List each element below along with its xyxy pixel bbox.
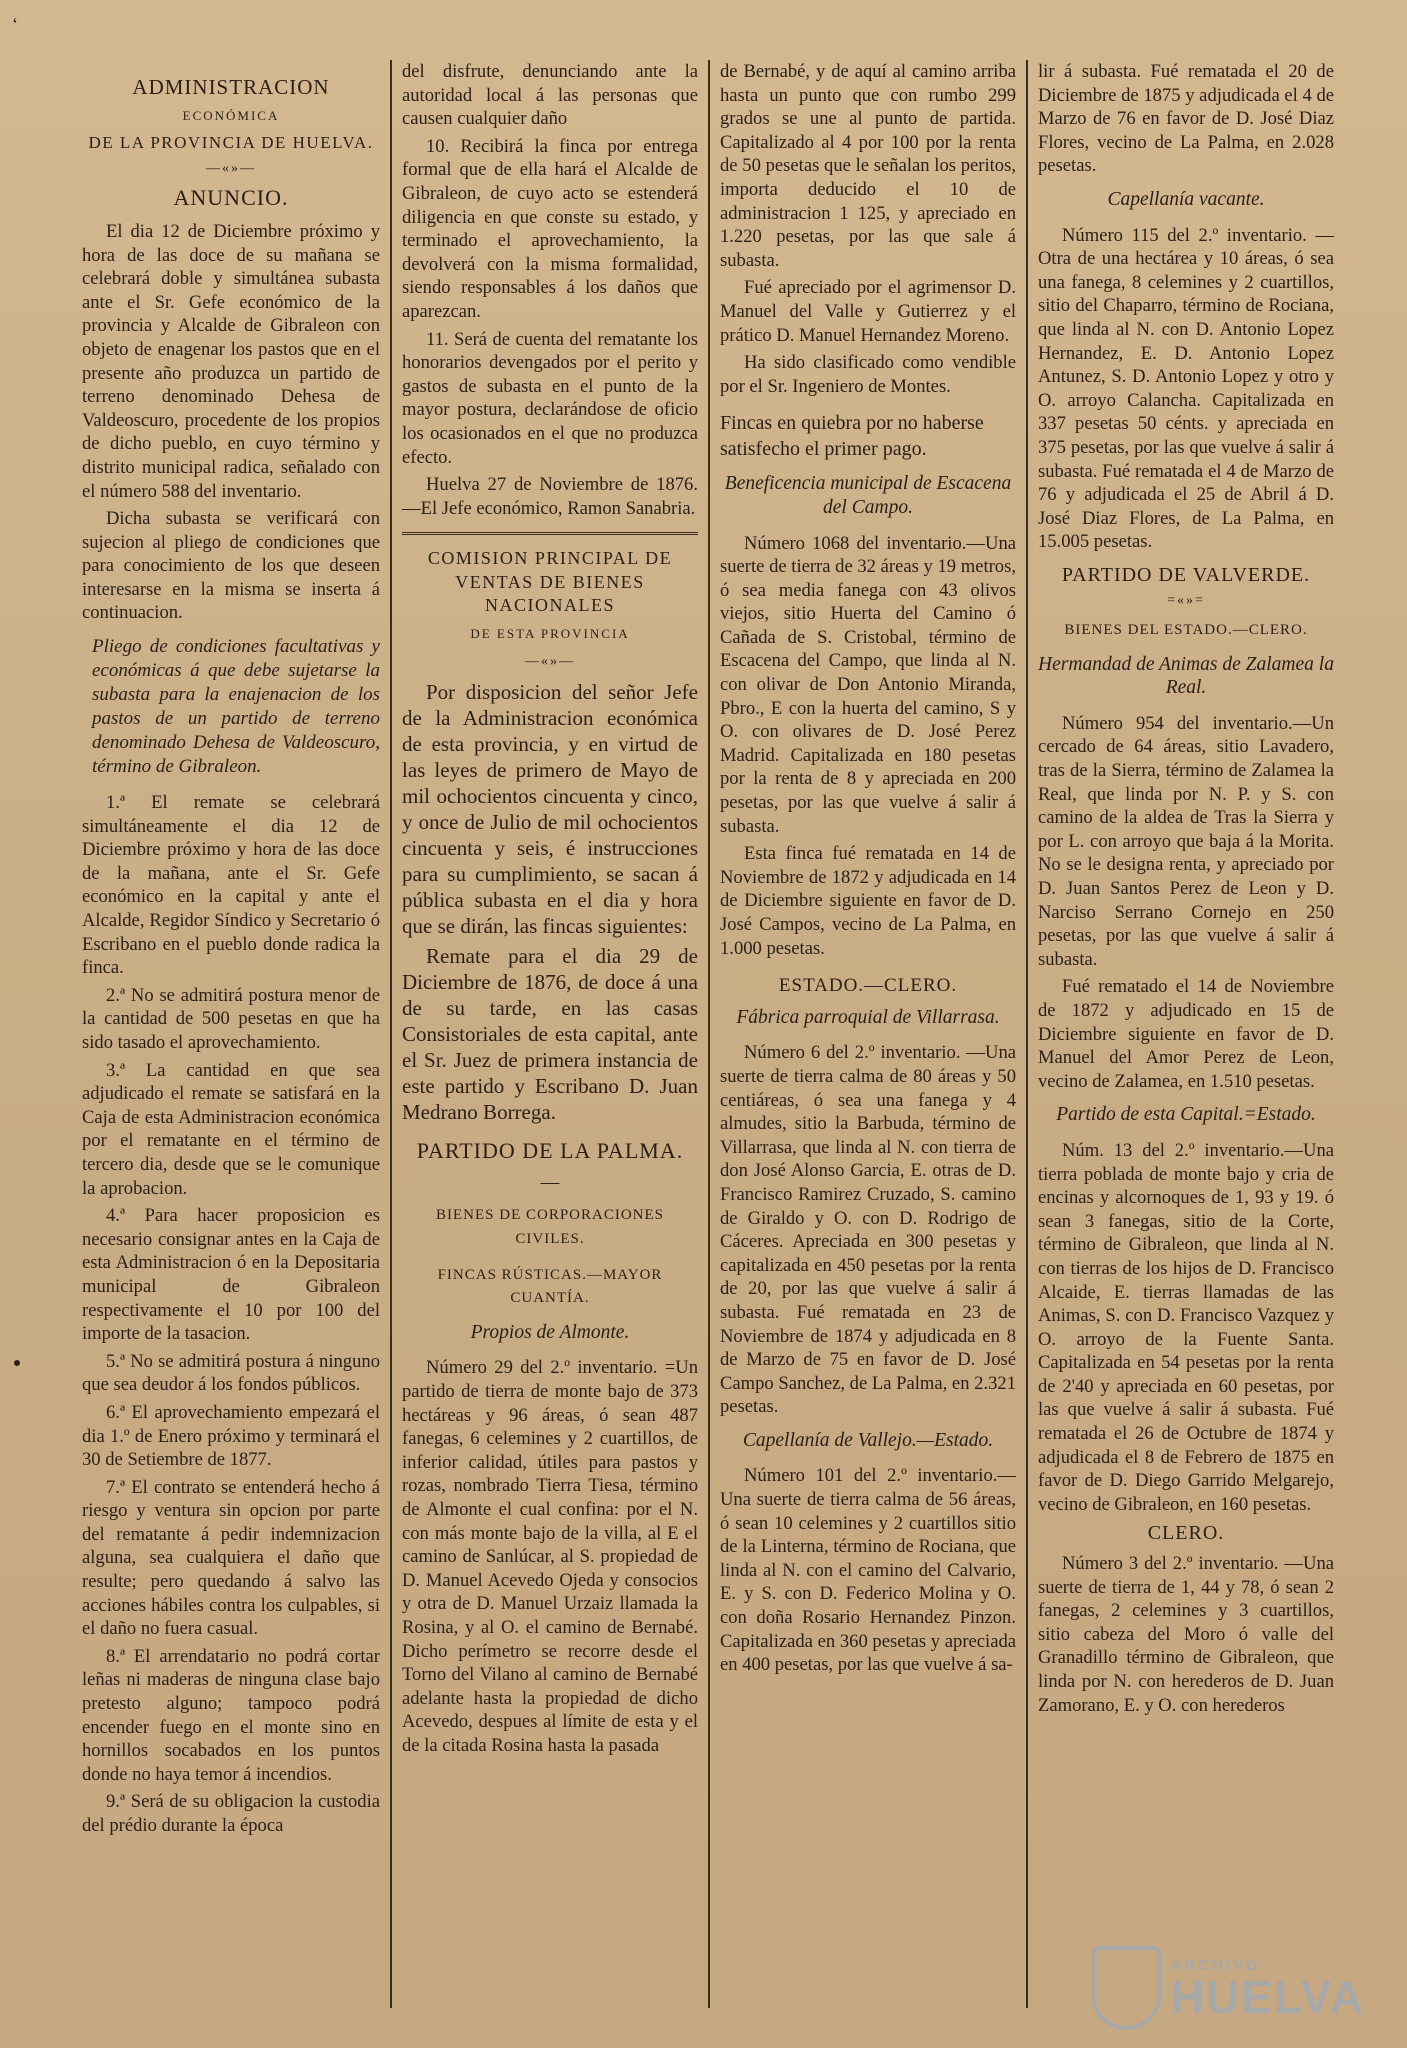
condition: 3.ª La cantidad en que sea adjudicado el remate se satisfará en la Caja de esta Administracion económica por el rematante en el término de tercero dia, desde que se le comunique la aprobacion. xyxy=(82,1059,380,1199)
clero-heading: CLERO. xyxy=(1147,1522,1225,1545)
entry-paragraph: Núm. 13 del 2.º inventario.—Una tierra poblada de monte bajo y cria de encinas y alcornoques de 1, 93 y 19. ó sean 3 fanegas, sitio de la Corte, término de Gibraleon, que linda al N. con tierras de los hijos de D. Francisco Alcaide, E. tierras llamadas de las Animas, S. con D. Francisco Vazquez y O. arroyo de la Fuente Santa. Capitalizada en 54 pesetas por la renta de 2'40 y apreciada en 60 pesetas, por las que vuelve á salir á subasta. Fué rematada el 26 de Octubre de 1874 y adjudicada el 8 de Febrero de 1875 en favor de D. Diego Garrido Melgarejo, vecino de Gibraleon, en 160 pesetas. xyxy=(1038,1139,1334,1515)
propios-heading: Propios de Almonte. xyxy=(470,1321,630,1343)
quiebra-heading: Fincas en quiebra por no haberse satisfecho el primer pago. xyxy=(720,412,984,461)
partido-heading: PARTIDO DE LA PALMA. xyxy=(416,1138,684,1164)
capellania-heading: Capellanía de Vallejo.—Estado. xyxy=(742,1429,994,1451)
condition: 4.ª Para hacer proposicion es necesario consignar antes en la Caja de esta Administracion ó en la Depositaria municipal de Gibraleon respectivamente el 10 por 100 del importe de la tasacion. xyxy=(82,1205,380,1345)
column-4 xyxy=(1026,60,1344,2008)
entry-paragraph: Número 29 del 2.º inventario. =Un partido de tierra de monte bajo de 373 hectáreas y 96 áreas, ó sean 487 fanegas, 6 celemines y 2 cuartillos, de inferior calidad, útiles para pastos y rozas, nombrado Tierra Tiesa, término de Almonte el cual confina: por el N. con más monte bajo de la villa, al E el camino de Sanlúcar, al S. propiedad de D. Manuel Acevedo Ojeda y consocios y otra de D. Manuel Urzaiz llamada la Rosina, y al O. el camino de Bernabé. Dicho perímetro se recorre desde el Torno del Vilano al camino de Bernabé adelante hasta la propiedad de dicho Acevedo, despues al límite de esta y el de la citada Rosina hasta la pasada xyxy=(402,1357,698,1756)
intro-paragraph: Por disposicion del señor Jefe de la Administracion económica de esta provincia, y en virtud de las leyes de primero de Mayo de mil ochocientos cincuenta y cinco, y once de Julio de mil ochocientos cincuenta y seis, é instrucciones para su cumplimiento, se sacan á pública subasta en el dia y hora que se dirán, las fincas siguientes: xyxy=(402,680,698,939)
watermark-top: ARCHIVO xyxy=(1170,1956,1261,1974)
remate-paragraph: Remate para el dia 29 de Diciembre de 1876, de doce á una de su tarde, en las casas Consistoriales de esta capital, ante el Sr. Juez de primera instancia de este partido y Escribano D. Juan Medrano Borrega. xyxy=(402,944,698,1125)
column-1 xyxy=(72,60,390,2008)
estado-clero-heading: ESTADO.—CLERO. xyxy=(778,975,958,997)
paragraph: Ha sido clasificado como vendible por el Sr. Ingeniero de Montes. xyxy=(720,352,1016,397)
entry-paragraph: Número 101 del 2.º inventario.—Una suerte de tierra calma de 56 áreas, ó sean 10 celemines y 2 cuartillos sitio de la Linterna, término de Rociana, que linda al N. con el camino del Calvario, E. y S. con D. Federico Molina y O. con doña Rosario Hernandez Pinzon. Capitalizada en 360 pesetas y apreciada en 400 pesetas, por las que vuelve á sa- xyxy=(720,1465,1016,1676)
ornament: —«»— xyxy=(206,160,256,176)
bienes-estado-heading: BIENES DEL ESTADO.—CLERO. xyxy=(1064,622,1308,639)
partido-capital-heading: Partido de esta Capital.=Estado. xyxy=(1056,1104,1316,1126)
condition: 8.ª El arrendatario no podrá cortar leñas ni maderas de ninguna clase bajo pretesto alguno; tampoco podrá encender fuego en el monte sino en hornillos socabados en los puntos donde no haya temor á incendios. xyxy=(82,1645,380,1785)
condition: 5.ª No se admitirá postura á ninguno que sea deudor á los fondos públicos. xyxy=(82,1350,380,1396)
columns xyxy=(72,60,1389,2008)
shield-icon xyxy=(1091,1946,1161,2030)
paragraph: El dia 12 de Diciembre próximo y hora de las doce de su mañana se celebrará doble y simultánea subasta ante el Sr. Gefe económico de la provincia y Alcalde de Gibraleon con objeto de enagenar los pastos que en el presente año produzca un partido de terreno denominado Dehesa de Valdeoscuro, procedente de los propios de dicho pueblo, en cuyo término y distrito municipal radica, señalado con el número 588 del inventario. xyxy=(82,220,380,502)
watermark-text xyxy=(1170,1956,1365,2023)
fincas-heading: FINCAS RÚSTICAS.—MAYOR CUANTÍA. xyxy=(437,1266,663,1307)
column-3 xyxy=(708,60,1026,2008)
capellania-vacante-heading: Capellanía vacante. xyxy=(1107,188,1265,210)
hermandad-heading: Hermandad de Animas de Zalamea la Real. xyxy=(1038,653,1334,699)
paragraph: del disfrute, denunciando ante la autoridad local á las personas que causen cualquier daño xyxy=(402,61,698,130)
condition: 10. Recibirá la finca por entrega formal que de ella hará el Alcalde de Gibraleon, de cuyo acto se estenderá diligencia en que conste su estado, y terminado el aprovechamiento, la devolverá con la misma formalidad, siendo responsables á los daños que aparezcan. xyxy=(402,135,698,322)
entry-paragraph: Número 6 del 2.º inventario. —Una suerte de tierra calma de 80 áreas y 50 centiáreas, ó sea una fanega y 4 almudes, sitio la Barbuda, término de Villarrasa, que linda al N. con tierra de don José Alonso Garcia, E. otras de D. Francisco Ramirez Cruzado, S. camino de Giraldo y O. con D. Rodrigo de Cáceres. Apreciada en 300 pesetas y capitalizada en 450 pesetas por la renta de 20, por las que vuelve á salir á subasta. Fué rematada en 23 de Noviembre de 1874 y adjudicada en 8 de Marzo de 75 en favor de D. José Campo Sanchez, de La Palma, en 2.321 pesetas. xyxy=(720,1042,1016,1418)
entry-paragraph: Número 3 del 2.º inventario. —Una suerte de tierra de 1, 44 y 78, ó sean 2 fanegas, 2 celemines y 3 cuartillos, sitio cabeza del Moro ó valle del Granadillo término de Gibraleon, que linda por N. con herederos de D. Juan Zamorano, E. y O. con herederos xyxy=(1038,1553,1334,1716)
entry-paragraph: Fué rematado el 14 de Noviembre de 1872 y adjudicado en 15 de Diciembre siguiente en favor de D. Manuel del Amor Perez de Leon, vecino de Zalamea, en 1.510 pesetas. xyxy=(1038,976,1334,1092)
entry-paragraph: Número 115 del 2.º inventario. —Otra de una hectárea y 10 áreas, ó sea una fanega, 8 celemines y 2 cuartillos, sitio del Chaparro, término de Rociana, que linda al N. con D. Antonio Lopez Hernandez, E. D. Antonio Lopez Antunez, S. D. Antonio Lopez y otro y O. arroyo Calancha. Capitalizada en 337 pesetas 50 cénts. y apreciada en 375 pesetas, por las que vuelve á salir á subasta. Fué rematada el 4 de Marzo de 76 y adjudicada el 25 de Abril á D. José Diaz Flores, de La Palma, en 15.005 pesetas. xyxy=(1038,224,1334,553)
paragraph: de Bernabé, y de aquí al camino arriba hasta un punto que con rumbo 299 grados se une al punto de partida. Capitalizado al 4 por 100 por la renta de 50 pesetas que le señalan los peritos, importa deducido el 10 de administracion 1 125, y apreciado en 1.220 pesetas, por las que sale á subasta. xyxy=(720,61,1016,271)
bienes-heading: BIENES DE CORPORACIONES CIVILES. xyxy=(435,1207,665,1248)
condition: 9.ª Será de su obligacion la custodia del prédio durante la época xyxy=(82,1791,380,1836)
beneficencia-heading: Beneficencia municipal de Escacena del Campo. xyxy=(724,473,1012,518)
archive-watermark xyxy=(1091,1946,1365,2030)
paragraph: Dicha subasta se verificará con sujecion al pliego de condiciones que para conocimiento de los que deseen interesarse en la misma se inserta á continuacion. xyxy=(82,508,380,624)
entry-paragraph: Esta finca fué rematada en 14 de Noviembre de 1872 y adjudicada en 14 de Diciembre siguiente en favor de D. José Campos, vecino de La Palma, en 1.000 pesetas. xyxy=(720,843,1016,959)
ornament: —«»— xyxy=(525,653,575,669)
watermark-bottom: HUELVA xyxy=(1170,1970,1365,2023)
ink-blot xyxy=(14,1360,20,1366)
dash-divider: — xyxy=(540,1171,560,1193)
entry-paragraph: Número 1068 del inventario.—Una suerte de tierra de 32 áreas y 19 metros, ó sea media fanega con 43 olivos viejos, sitio Huerta del Camino ó Cañada de S. Cristobal, término de Escacena del Campo, que linda al N. con olivar de Don Antonio Miranda, Pbro., E con la huerta del camino, S y O. con olivares de D. José Perez Madrid. Capitalizada en 180 pesetas por la renta de 8 y apreciada en 200 pesetas, por las que vuelve á salir á subasta. xyxy=(720,532,1016,837)
comision-title: COMISION PRINCIPAL DE VENTAS DE BIENES NACIONALES xyxy=(427,548,673,616)
signature: Huelva 27 de Noviembre de 1876. —El Jefe económico, Ramon Sanabria. xyxy=(402,474,698,519)
condition: 2.ª No se admitirá postura menor de la cantidad de 500 pesetas en que ha sido tasado el aprovechamiento. xyxy=(82,984,380,1053)
paragraph: lir á subasta. Fué rematada el 20 de Diciembre de 1875 y adjudicada el 4 de Marzo de 76 en favor de D. José Diaz Flores, vecino de La Palma, en 2.028 pesetas. xyxy=(1038,61,1334,177)
anuncio-heading: ANUNCIO. xyxy=(173,185,289,211)
divider xyxy=(402,532,698,535)
province-title: DE LA PROVINCIA DE HUELVA. xyxy=(88,133,374,153)
entry-paragraph: Número 954 del inventario.—Un cercado de 64 áreas, sitio Lavadero, tras de la Sierra, término de Zalamea la Real, que linda por N. P. y S. con camino de la aldea de Tras la Sierra y por L. con arroyo que baja á la Morita. No se le designa renta, y apreciado por D. Juan Santos Perez de Leon y D. Narciso Serrano Cornejo en 250 pesetas, por las que vuelve á salir á subasta. xyxy=(1038,712,1334,970)
condition: 1.ª El remate se celebrará simultáneamente el dia 12 de Diciembre próximo y hora de las doce de la mañana, ante el Sr. Gefe económico en la capital y ante el Alcalde, Regidor Síndico y Secretario ó Escribano en el pueblo donde radica la finca. xyxy=(82,792,380,979)
condition: 6.ª El aprovechamiento empezará el dia 1.º de Enero próximo y terminará el 30 de Setiembre de 1877. xyxy=(82,1401,380,1471)
paragraph: Fué apreciado por el agrimensor D. Manuel del Valle y Gutierrez y el prático D. Manuel Hernandez Moreno. xyxy=(720,277,1016,346)
condition: 11. Será de cuenta del rematante los honorarios devengados por el perito y gastos de subasta en el punto de la mayor postura, declarándose de oficio los ocasionados en el que no produzca efecto. xyxy=(402,328,698,468)
pliego-heading: Pliego de condiciones facultativas y económicas á que debe sujetarse la subasta para la enajenacion de los pastos de un partido de terreno denominado Dehesa de Valdeoscuro, término de Gibraleon. xyxy=(92,636,380,778)
comision-subtitle: DE ESTA PROVINCIA xyxy=(470,626,630,642)
column-2 xyxy=(390,60,708,2008)
ornament: =«»= xyxy=(1167,593,1205,609)
partido-valverde-heading: PARTIDO DE VALVERDE. xyxy=(1061,563,1311,586)
fabrica-heading: Fábrica parroquial de Villarrasa. xyxy=(736,1006,1000,1028)
corner-mark: ʻ xyxy=(12,14,18,34)
condition: 7.ª El contrato se entenderá hecho á riesgo y ventura sin opcion por parte del rematante á pedir indemnizacion alguna, sea cualquiera el daño que resulte; pero quedando á salvo las acciones hábiles contra los culpables, si el daño no fuera casual. xyxy=(82,1476,380,1640)
admin-title: ADMINISTRACION xyxy=(132,75,330,99)
admin-subtitle: ECONÓMICA xyxy=(182,107,280,123)
